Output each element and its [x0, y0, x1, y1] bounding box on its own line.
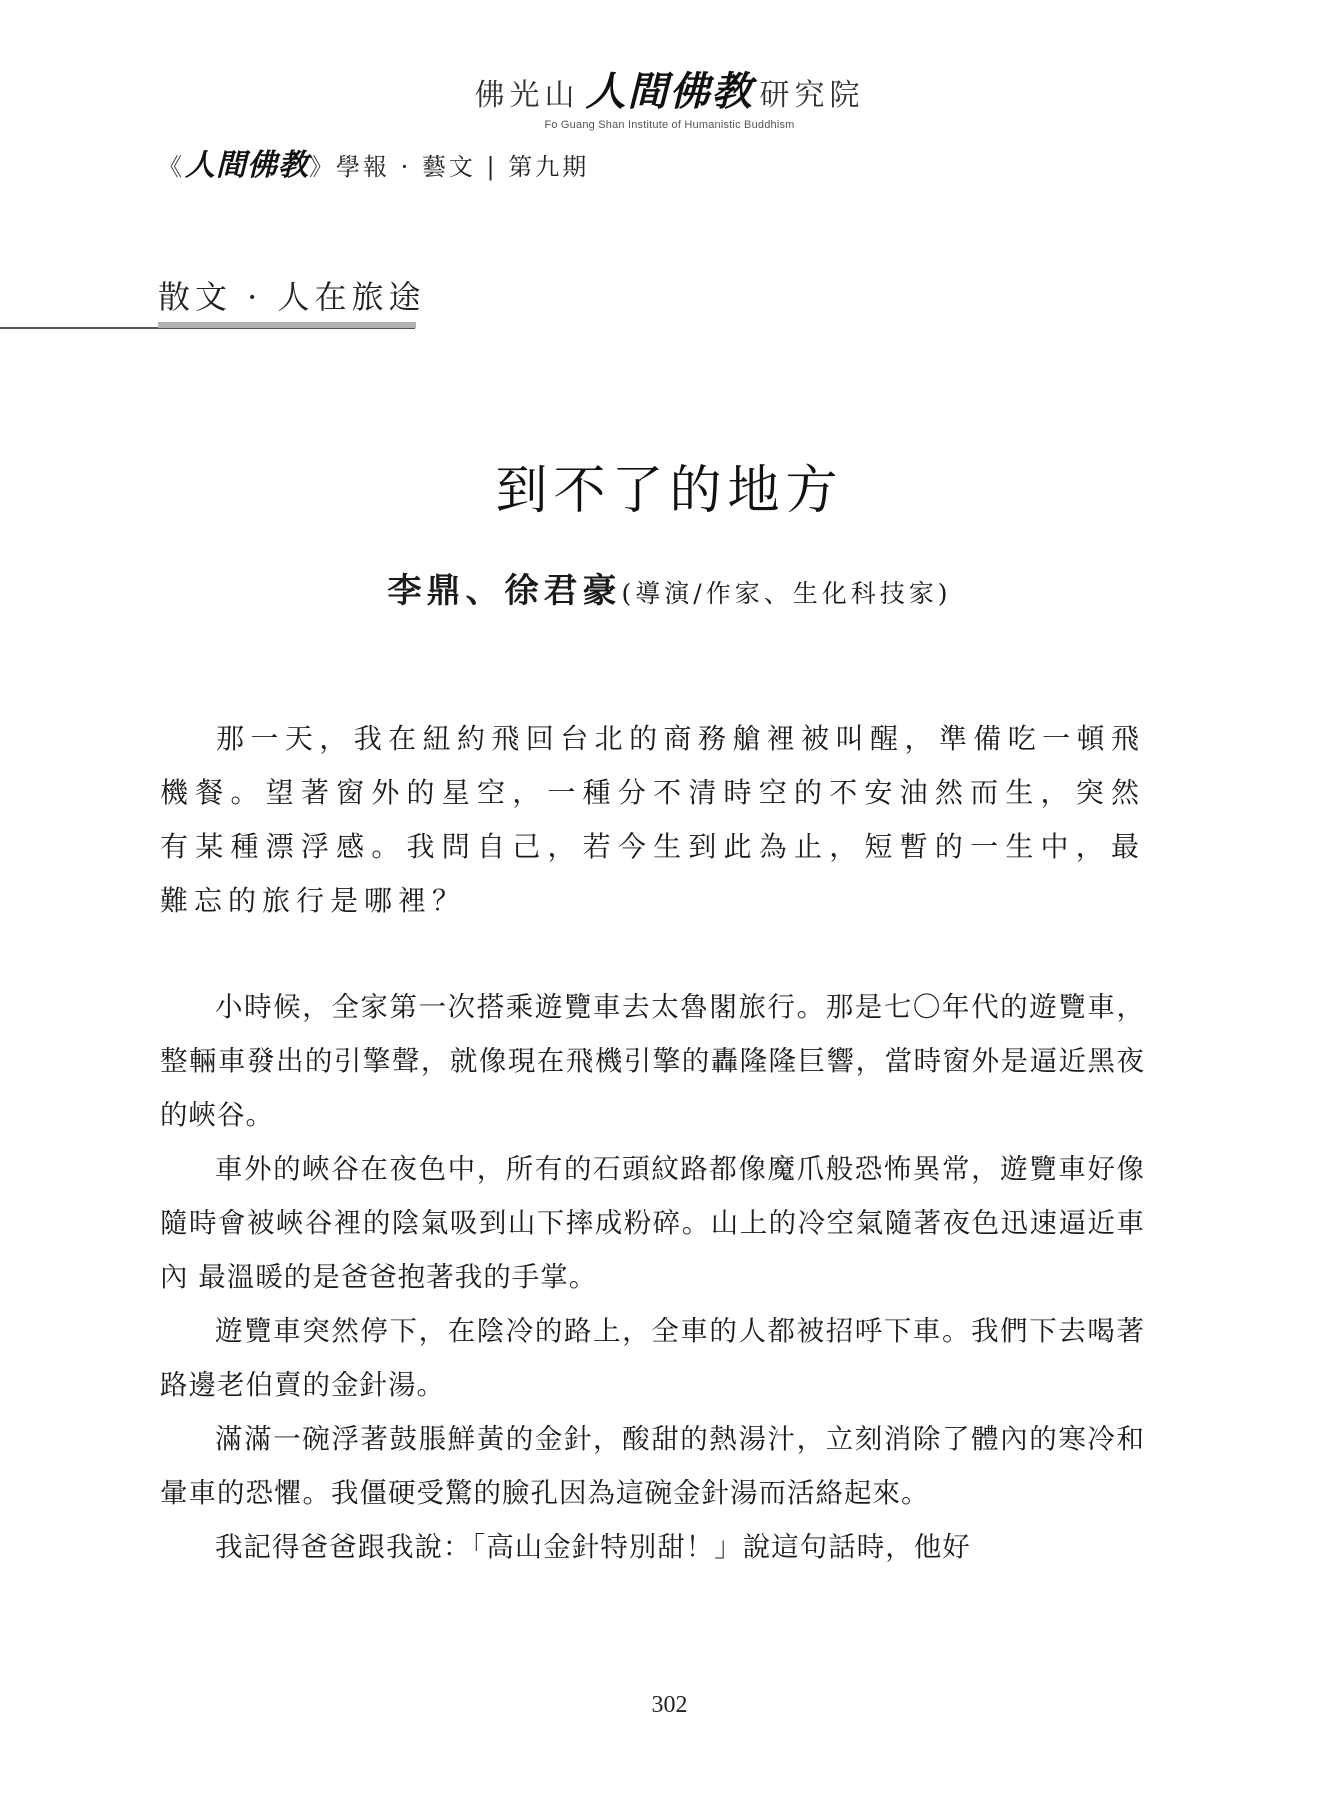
body-paragraph: 遊覽車突然停下，在陰冷的路上，全車的人都被招呼下車。我們下去喝著路邊老伯賣的金針湯。 [160, 1315, 1145, 1401]
author-roles: (導演/作家、生化科技家) [621, 579, 952, 608]
institute-english-name: Fo Guang Shan Institute of Humanistic Buddhism [544, 119, 795, 131]
section-rule-thick [158, 322, 416, 328]
author-line [0, 563, 1339, 612]
journal-running-header [158, 140, 589, 184]
journal-issue-info: 》學報 · 藝文 | 第九期 [309, 153, 590, 181]
institute-suffix: 研究院 [759, 78, 865, 113]
institute-logo [0, 60, 1339, 131]
institute-prefix: 佛光山 [474, 78, 580, 113]
page-number: 302 [651, 1692, 688, 1718]
article-title: 到不了的地方 [495, 461, 844, 521]
section-label: 散文 · 人在旅途 [158, 278, 426, 316]
body-paragraph: 滿滿一碗浮著鼓脹鮮黃的金針，酸甜的熱湯汁，立刻消除了體內的寒冷和暈車的恐懼。我僵硬受驚的臉孔因為這碗金針湯而活絡起來。 [160, 1423, 1145, 1509]
institute-name [0, 60, 1339, 117]
body-paragraph: 小時候，全家第一次搭乘遊覽車去太魯閣旅行。那是七〇年代的遊覽車，整輛車發出的引擎聲，就像現在飛機引擎的轟隆隆巨響，當時窗外是逼近黑夜的峽谷。 [160, 991, 1145, 1131]
body-paragraph: 車外的峽谷在夜色中，所有的石頭紋路都像魔爪般恐怖異常，遊覽車好像隨時會被峽谷裡的陰氣吸到山下摔成粉碎。山上的冷空氣隨著夜色迅速逼近車內 最溫暖的是爸爸抱著我的手掌。 [160, 1153, 1145, 1293]
body-paragraph: 那一天，我在紐約飛回台北的商務艙裡被叫醒，準備吃一頓飛機餐。望著窗外的星空，一種分不清時空的不安油然而生，突然有某種漂浮感。我問自己，若今生到此為止，短暫的一生中，最難忘的旅行是哪裡？ [160, 722, 1145, 917]
institute-brush-logo: 人間佛教 [585, 68, 754, 115]
article-body [160, 712, 1145, 1574]
journal-open-bracket: 《 [158, 153, 185, 181]
journal-brush-logo: 人間佛教 [185, 148, 309, 183]
body-paragraph: 我記得爸爸跟我說：「高山金針特別甜！」說這句話時，他好 [215, 1531, 971, 1563]
author-names: 李鼎、徐君豪 [387, 571, 622, 611]
